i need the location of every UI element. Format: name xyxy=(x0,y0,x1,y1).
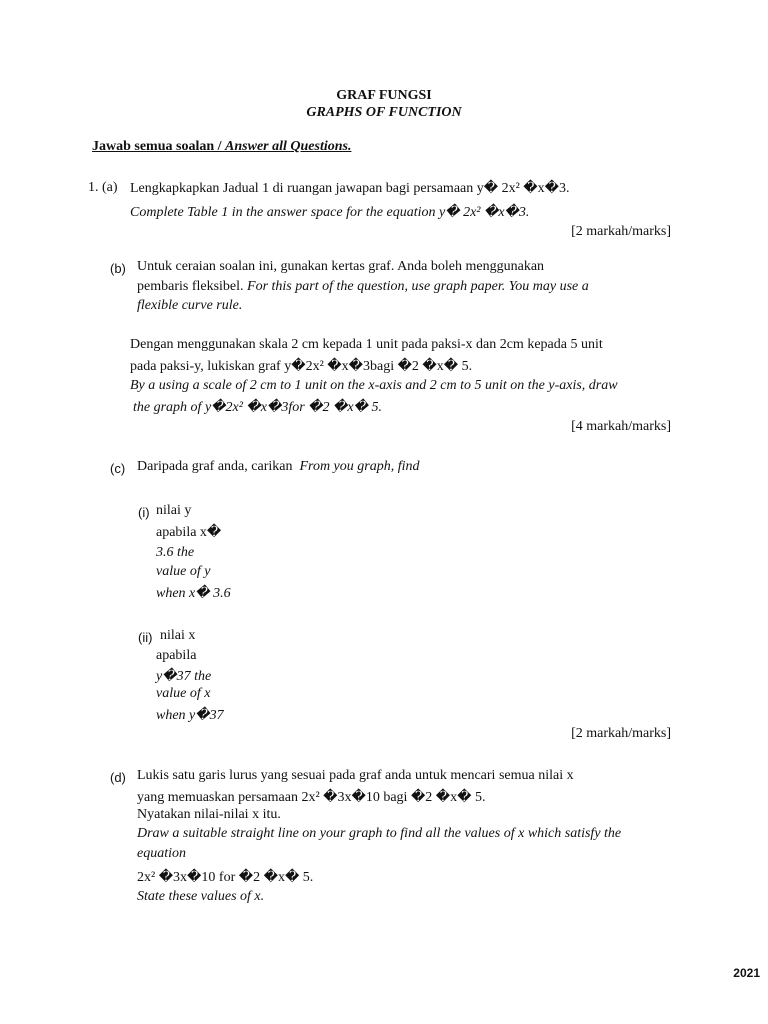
question-1c-i-line-4: value of y xyxy=(156,564,211,579)
question-1d-label: (d) xyxy=(110,770,126,785)
question-1a-marks: [2 markah/marks] xyxy=(571,224,671,239)
question-1d-malay-2: yang memuaskan persamaan 2x² �3x�10 bagi �2 �x� 5. xyxy=(137,790,486,805)
question-1b-english-3: flexible curve rule. xyxy=(137,298,243,313)
question-1c-line xyxy=(137,459,420,475)
question-1a-malay: Lengkapkapkan Jadual 1 di ruangan jawapan bagi persamaan y� 2x² �x�3. xyxy=(130,181,570,196)
question-1c-i-line-1: nilai y xyxy=(156,503,192,518)
question-1a-english: Complete Table 1 in the answer space for the equation y� 2x² �x�3. xyxy=(130,205,530,220)
instruction-english: Answer all Questions. xyxy=(225,139,352,154)
question-1b-malay-1: Untuk ceraian soalan ini, gunakan kertas graf. Anda boleh menggunakan xyxy=(137,259,545,274)
question-1d-malay-3: Nyatakan nilai-nilai x itu. xyxy=(137,807,281,822)
question-1c-label: (c) xyxy=(110,461,126,476)
question-1c-ii-line-1: nilai x xyxy=(160,628,196,643)
question-1d-english-1: Draw a suitable straight line on your graph to find all the values of x which satisfy the xyxy=(137,826,622,841)
question-1b-marks: [4 markah/marks] xyxy=(571,419,671,434)
question-1c-ii-line-2: apabila xyxy=(156,648,197,663)
question-1d-english-4: State these values of x. xyxy=(137,889,265,904)
question-1b-malay-2: pembaris fleksibel. xyxy=(137,279,244,294)
question-1d-english-3: 2x² �3x�10 for �2 �x� 5. xyxy=(137,870,314,885)
question-1c-malay: Daripada graf anda, carikan xyxy=(137,459,293,474)
question-1c-english: From you graph, find xyxy=(299,459,420,474)
page-subtitle: GRAPHS OF FUNCTION xyxy=(306,105,462,120)
question-1d-english-2: equation xyxy=(137,846,186,861)
question-1b-english-2: For this part of the question, use graph paper. You may use a xyxy=(247,279,589,294)
question-1b-scale-english-2: the graph of y�2x² �x�3for �2 �x� 5. xyxy=(133,400,382,415)
footer-year: 2021 xyxy=(733,966,760,980)
question-1b-line-2 xyxy=(137,279,589,295)
question-1a-number: 1. (a) xyxy=(88,180,118,195)
question-1d-malay-1: Lukis satu garis lurus yang sesuai pada graf anda untuk mencari semua nilai x xyxy=(137,768,574,783)
question-1c-ii-line-3: y�37 the xyxy=(156,669,212,684)
question-1c-ii-line-4: value of x xyxy=(156,686,211,701)
page-title: GRAF FUNGSI xyxy=(336,88,432,103)
instruction-malay: Jawab semua soalan / xyxy=(92,139,226,154)
question-1c-i-line-5: when x� 3.6 xyxy=(156,586,231,601)
question-1c-i-label: (i) xyxy=(138,505,150,520)
question-1c-i-line-2: apabila x� xyxy=(156,525,222,540)
question-1b-scale-malay-2: pada paksi-y, lukiskan graf y�2x² �x�3bagi �2 �x� 5. xyxy=(130,359,473,374)
instruction xyxy=(92,139,351,155)
question-1c-i-line-3: 3.6 the xyxy=(156,545,195,560)
question-1c-ii-line-5: when y�37 xyxy=(156,708,224,723)
question-1b-scale-malay-1: Dengan menggunakan skala 2 cm kepada 1 unit pada paksi-x dan 2cm kepada 5 unit xyxy=(130,337,603,352)
question-1b-label: (b) xyxy=(110,261,126,276)
question-1c-ii-label: (ii) xyxy=(138,630,153,645)
question-1c-marks: [2 markah/marks] xyxy=(571,726,671,741)
question-1b-scale-english-1: By a using a scale of 2 cm to 1 unit on the x-axis and 2 cm to 5 unit on the y-axis, draw xyxy=(130,378,618,393)
